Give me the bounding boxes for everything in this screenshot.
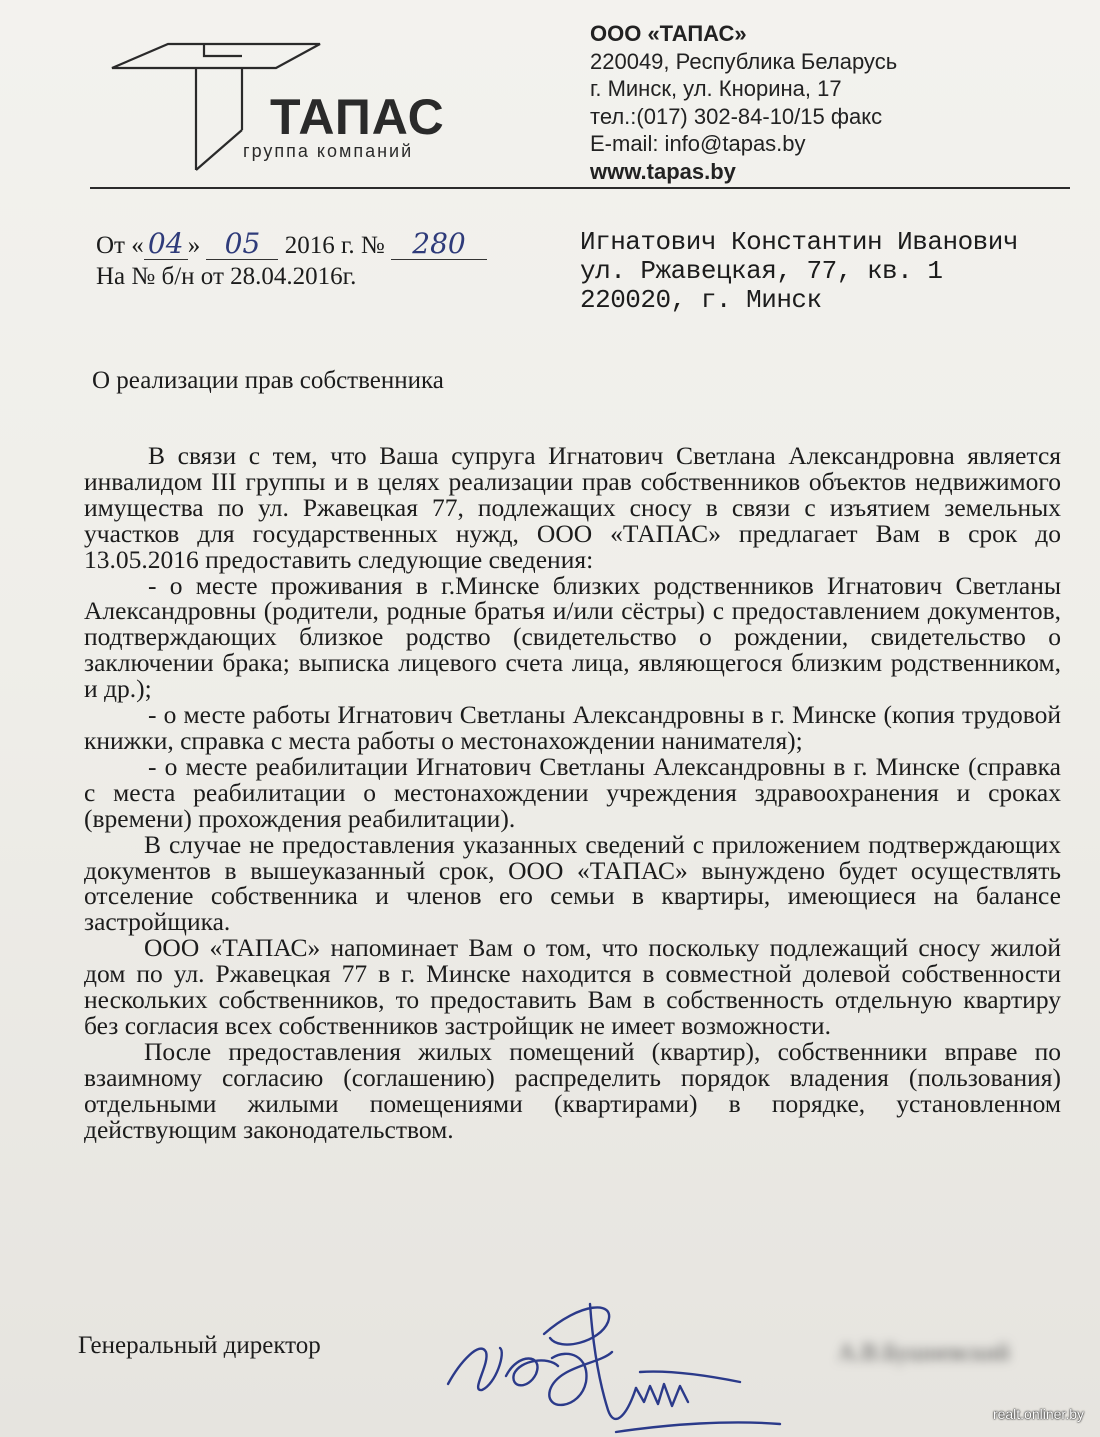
date-quote: » <box>187 232 201 259</box>
handwritten-number: 280 <box>391 228 487 260</box>
date-year-label: 2016 г. № <box>284 232 385 259</box>
body-paragraph: В связи с тем, что Ваша супруга Игнатович Светлана Александровна является инвалидом III группы и в целях реализации прав собственников объектов недвижимого имущества по ул. Ржавецкая 77, подлежащих сносу в связи с изъятием земельных участков для государственных нужд, ООО «ТАПАС» предлагает Вам в срок до 13.05.2016 предоставить следующие сведения: <box>84 441 1061 574</box>
company-website: www.tapas.by <box>590 158 736 184</box>
logo-tagline: группа компаний <box>243 141 414 161</box>
date-prefix: От « <box>96 232 144 259</box>
letter-body <box>84 443 1061 1142</box>
signatory-title: Генеральный директор <box>78 1332 321 1359</box>
company-phone-line: тел.:(017) 302-84-10/15 факс <box>590 103 883 129</box>
logo-wordmark: ТАПАС <box>270 89 445 145</box>
addressee-block <box>580 228 1018 315</box>
handwritten-month: 05 <box>206 228 278 260</box>
handwritten-signature <box>440 1292 800 1437</box>
addressee-city: 220020, г. Минск <box>580 285 822 315</box>
handwritten-day: 04 <box>144 228 188 260</box>
source-watermark: realt.onliner.by <box>992 1406 1084 1422</box>
signatory-name-blurred: А.В.Бушневский <box>838 1340 1010 1366</box>
reply-reference: На № б/н от 28.04.2016г. <box>96 263 357 290</box>
addressee-name: Игнатович Константин Иванович <box>580 227 1018 257</box>
company-street-line: г. Минск, ул. Кнорина, 17 <box>590 76 842 101</box>
body-paragraph: ООО «ТАПАС» напоминает Вам о том, что поскольку подлежащий сносу жилой дом по ул. Ржавецкая 77 в г. Минске находится в совместной долевой собственности нескольких собственников, то предоставить Вам в собственность отдельную квартиру без согласия всех собственников застройщик не имеет возможности. <box>84 933 1061 1040</box>
body-list-item: - о месте работы Игнатович Светланы Александровны в г. Минске (копия трудовой книжки, справка с места работы о местонахождении нанимателя); <box>84 700 1061 755</box>
company-name: ООО «ТАПАС» <box>590 21 747 46</box>
body-list-item: - о месте проживания в г.Минске близких родственников Игнатович Светланы Александровны (родители, родные братья и/или сёстры) с предоставлением документов, подтверждающих близкое родство (свидетельство о рождении, свидетельство о заключении брака; выписка лицевого счета лица, являющегося близким родственником, и др.); <box>84 570 1061 704</box>
body-paragraph: После предоставления жилых помещений (квартир), собственники вправе по взаимному согласию (соглашению) распределить порядок владения (пользования) отдельными жилыми помещениями (квартирами) в порядке, установленном действующим законодательством. <box>84 1036 1061 1144</box>
company-logo <box>108 40 445 180</box>
addressee-street: ул. Ржавецкая, 77, кв. 1 <box>580 256 943 286</box>
company-email-line: E-mail: info@tapas.by <box>590 131 806 156</box>
company-details <box>590 20 1060 185</box>
outgoing-reference <box>96 228 487 292</box>
body-list-item: - о месте реабилитации Игнатович Светланы Александровны в г. Минске (справка с места реабилитации о местонахождении учреждения здравоохранения и сроках (времени) прохождения реабилитации). <box>84 751 1061 833</box>
header-divider <box>90 187 1070 189</box>
body-paragraph: В случае не предоставления указанных сведений с приложением подтверждающих документов в вышеуказанный срок, ООО «ТАПАС» вынуждено будет осуществлять отселение собственника и членов его семьи в квартиры, имеющиеся на балансе застройщика. <box>84 829 1061 937</box>
letter-subject: О реализации прав собственника <box>92 367 444 394</box>
company-address-line: 220049, Республика Беларусь <box>590 48 898 74</box>
